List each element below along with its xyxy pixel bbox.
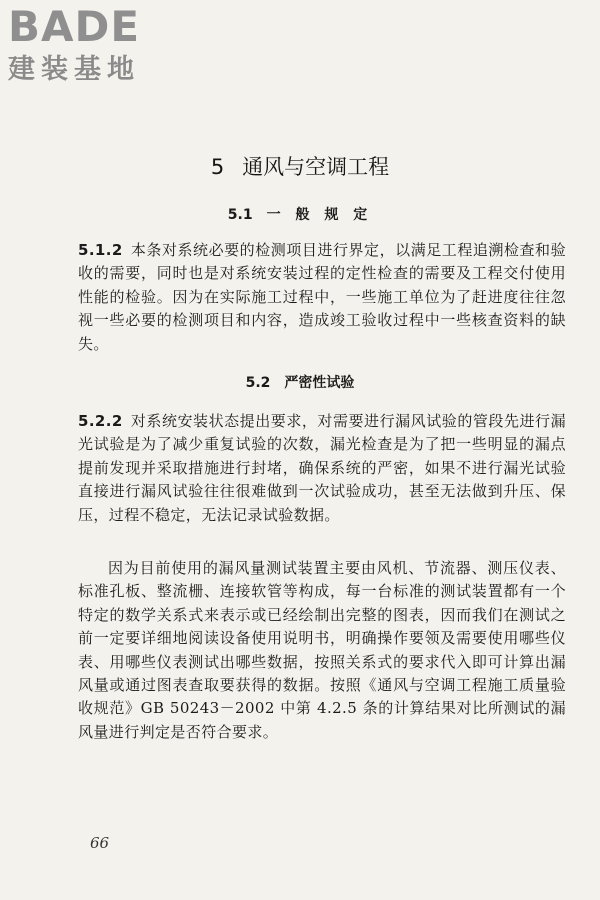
section-heading-5-2 xyxy=(0,372,600,394)
section-title: 一 般 规 定 xyxy=(266,207,373,223)
chapter-number: 5 xyxy=(210,155,225,179)
clause-paragraph-5-1-2 xyxy=(78,239,566,356)
section-number: 5.1 xyxy=(227,207,253,223)
paragraph-text: 因为目前使用的漏风量测试装置主要由风机、节流器、测压仪表、标准孔板、整流栅、连接软管等构成，每一台标准的测试装置都有一个特定的数学关系式来表示或已经绘制出完整的图表，因而我们在测试之前一定要详细地阅读设备使用说明书，明确操作要领及需要使用哪些仪表、用哪些仪表测试出哪些数据，按照关系式的要求代入即可计算出漏风量或通过图表查取要获得的数据。按照《通风与空调工程施工质量验收规范》GB 50243－2002 中第 4.2.5 条的计算结果对比所测试的漏风量进行判定是否符合要求。 xyxy=(78,559,566,741)
section-title: 严密性试验 xyxy=(284,375,355,391)
logo-text: BADE xyxy=(8,2,141,51)
paragraph-text: 对系统安装状态提出要求，对需要进行漏风试验的管段先进行漏光试验是为了减少重复试验的次数，漏光检查是为了把一些明显的漏点提前发现并采取措施进行封堵，确保系统的严密，如果不进行漏光试验直接进行漏风试验往往很难做到一次试验成功，甚至无法做到升压、保压，过程不稳定，无法记录试验数据。 xyxy=(78,412,566,524)
chapter-title: 通风与空调工程 xyxy=(242,155,390,179)
watermark-logo xyxy=(8,4,178,86)
paragraph-text: 本条对系统必要的检测项目进行界定，以满足工程追溯检查和验收的需要，同时也是对系统安装过程的定性检查的需要及工程交付使用性能的检验。因为在实际施工过程中，一些施工单位为了赶进度往往忽视一些必要的检测项目和内容，造成竣工验收过程中一些核查资料的缺失。 xyxy=(78,241,566,353)
section-heading-5-1 xyxy=(0,204,600,226)
clause-number: 5.1.2 xyxy=(78,241,123,259)
body-paragraph xyxy=(78,557,566,744)
logo-subtext: 建装基地 xyxy=(8,54,140,85)
clause-paragraph-5-2-2 xyxy=(78,410,566,527)
page-number: 66 xyxy=(90,834,110,852)
clause-number: 5.2.2 xyxy=(78,412,123,430)
section-number: 5.2 xyxy=(245,375,271,391)
chapter-heading xyxy=(0,152,600,182)
